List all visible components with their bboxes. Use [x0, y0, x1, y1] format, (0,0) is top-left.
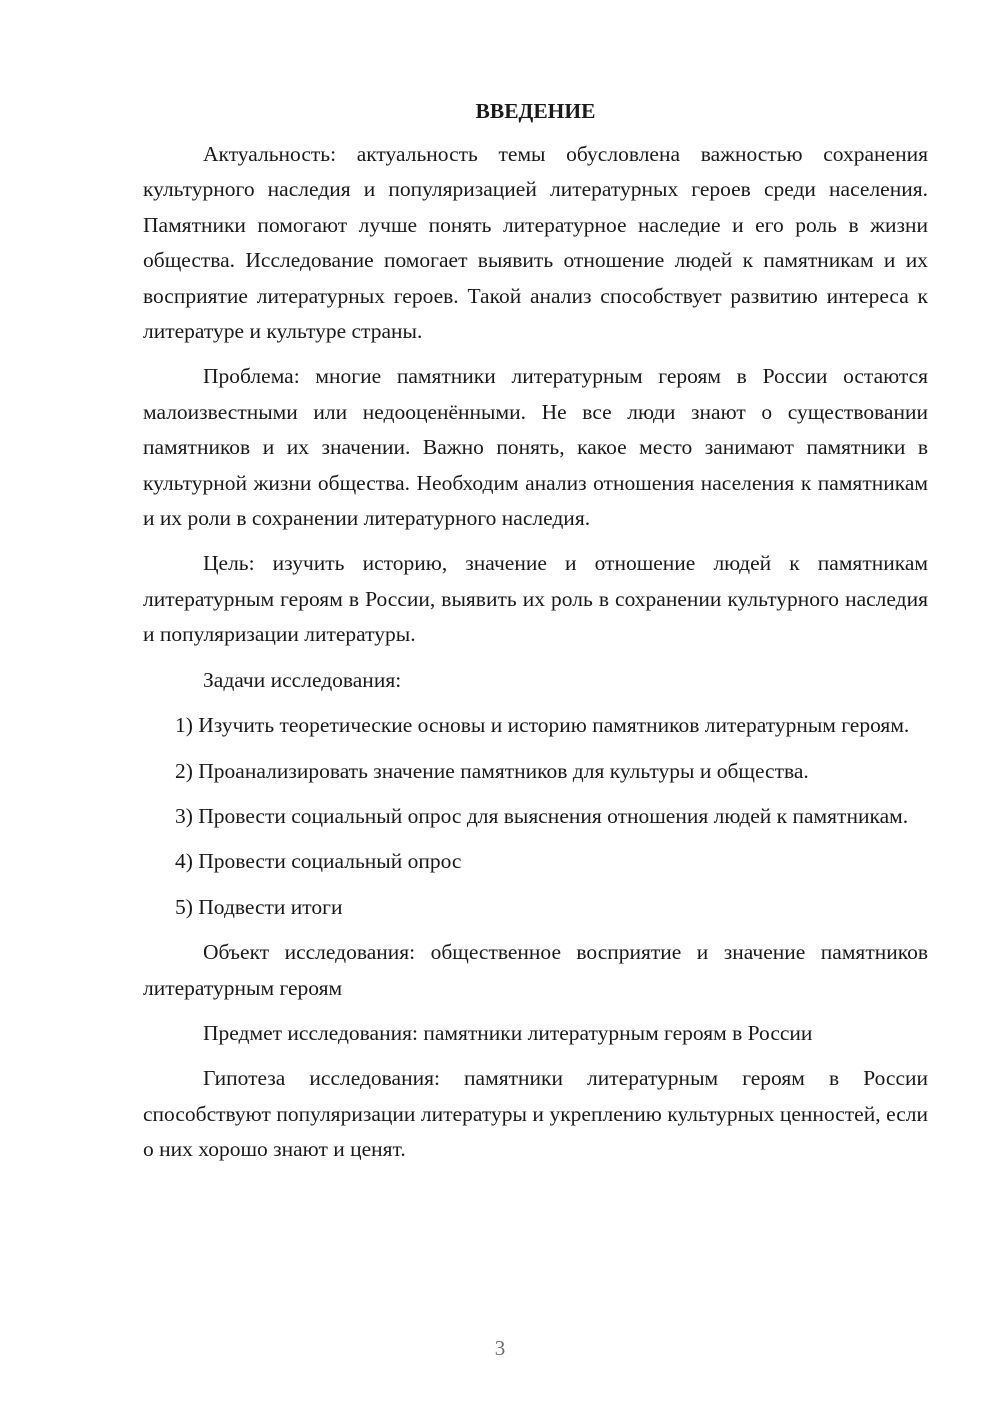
- task-item-4: 4) Провести социальный опрос: [175, 849, 462, 874]
- task-item-1: 1) Изучить теоретические основы и историю памятников литературным героям.: [175, 713, 910, 738]
- relevance-paragraph: Актуальность: актуальность темы обусловлена важностью сохранения культурного наследия и популяризацией литературных героев среди населения. Памятники помогают лучше понять литературное наследие и его роль в жизни общества. Исследование помогает выявить отношение людей к памятникам и их восприятие литературных героев. Такой анализ способствует развитию интереса к литературе и культуре страны.: [143, 142, 928, 344]
- hypothesis-paragraph: Гипотеза исследования: памятники литературным героям в России способствуют популяризации литературы и укреплению культурных ценностей, если о них хорошо знают и ценят.: [143, 1066, 928, 1162]
- problem-paragraph: Проблема: многие памятники литературным героям в России остаются малоизвестными или недооценёнными. Не все люди знают о существовании памятников и их значении. Важно понять, какое место занимают памятники в культурной жизни общества. Необходим анализ отношения населения к памятникам и их роли в сохранении литературного наследия.: [143, 364, 928, 531]
- section-title: ВВЕДЕНИЕ: [475, 99, 596, 123]
- research-object-paragraph: Объект исследования: общественное восприятие и значение памятников литературным героям: [143, 940, 928, 1000]
- task-item-5: 5) Подвести итоги: [175, 894, 343, 919]
- task-item-2: 2) Проанализировать значение памятников для культуры и общества.: [175, 758, 809, 783]
- task-item-3: 3) Провести социальный опрос для выяснения отношения людей к памятникам.: [175, 803, 909, 828]
- tasks-list: [143, 708, 928, 925]
- document-page: [143, 96, 928, 1178]
- page-number: 3: [494, 1336, 506, 1360]
- goal-paragraph: Цель: изучить историю, значение и отношение людей к памятникам литературным героям в России, выявить их роль в сохранении культурного наследия и популяризации литературы.: [143, 551, 928, 647]
- research-subject-paragraph: Предмет исследования: памятники литературным героям в России: [203, 1020, 813, 1045]
- tasks-heading: Задачи исследования:: [203, 667, 402, 692]
